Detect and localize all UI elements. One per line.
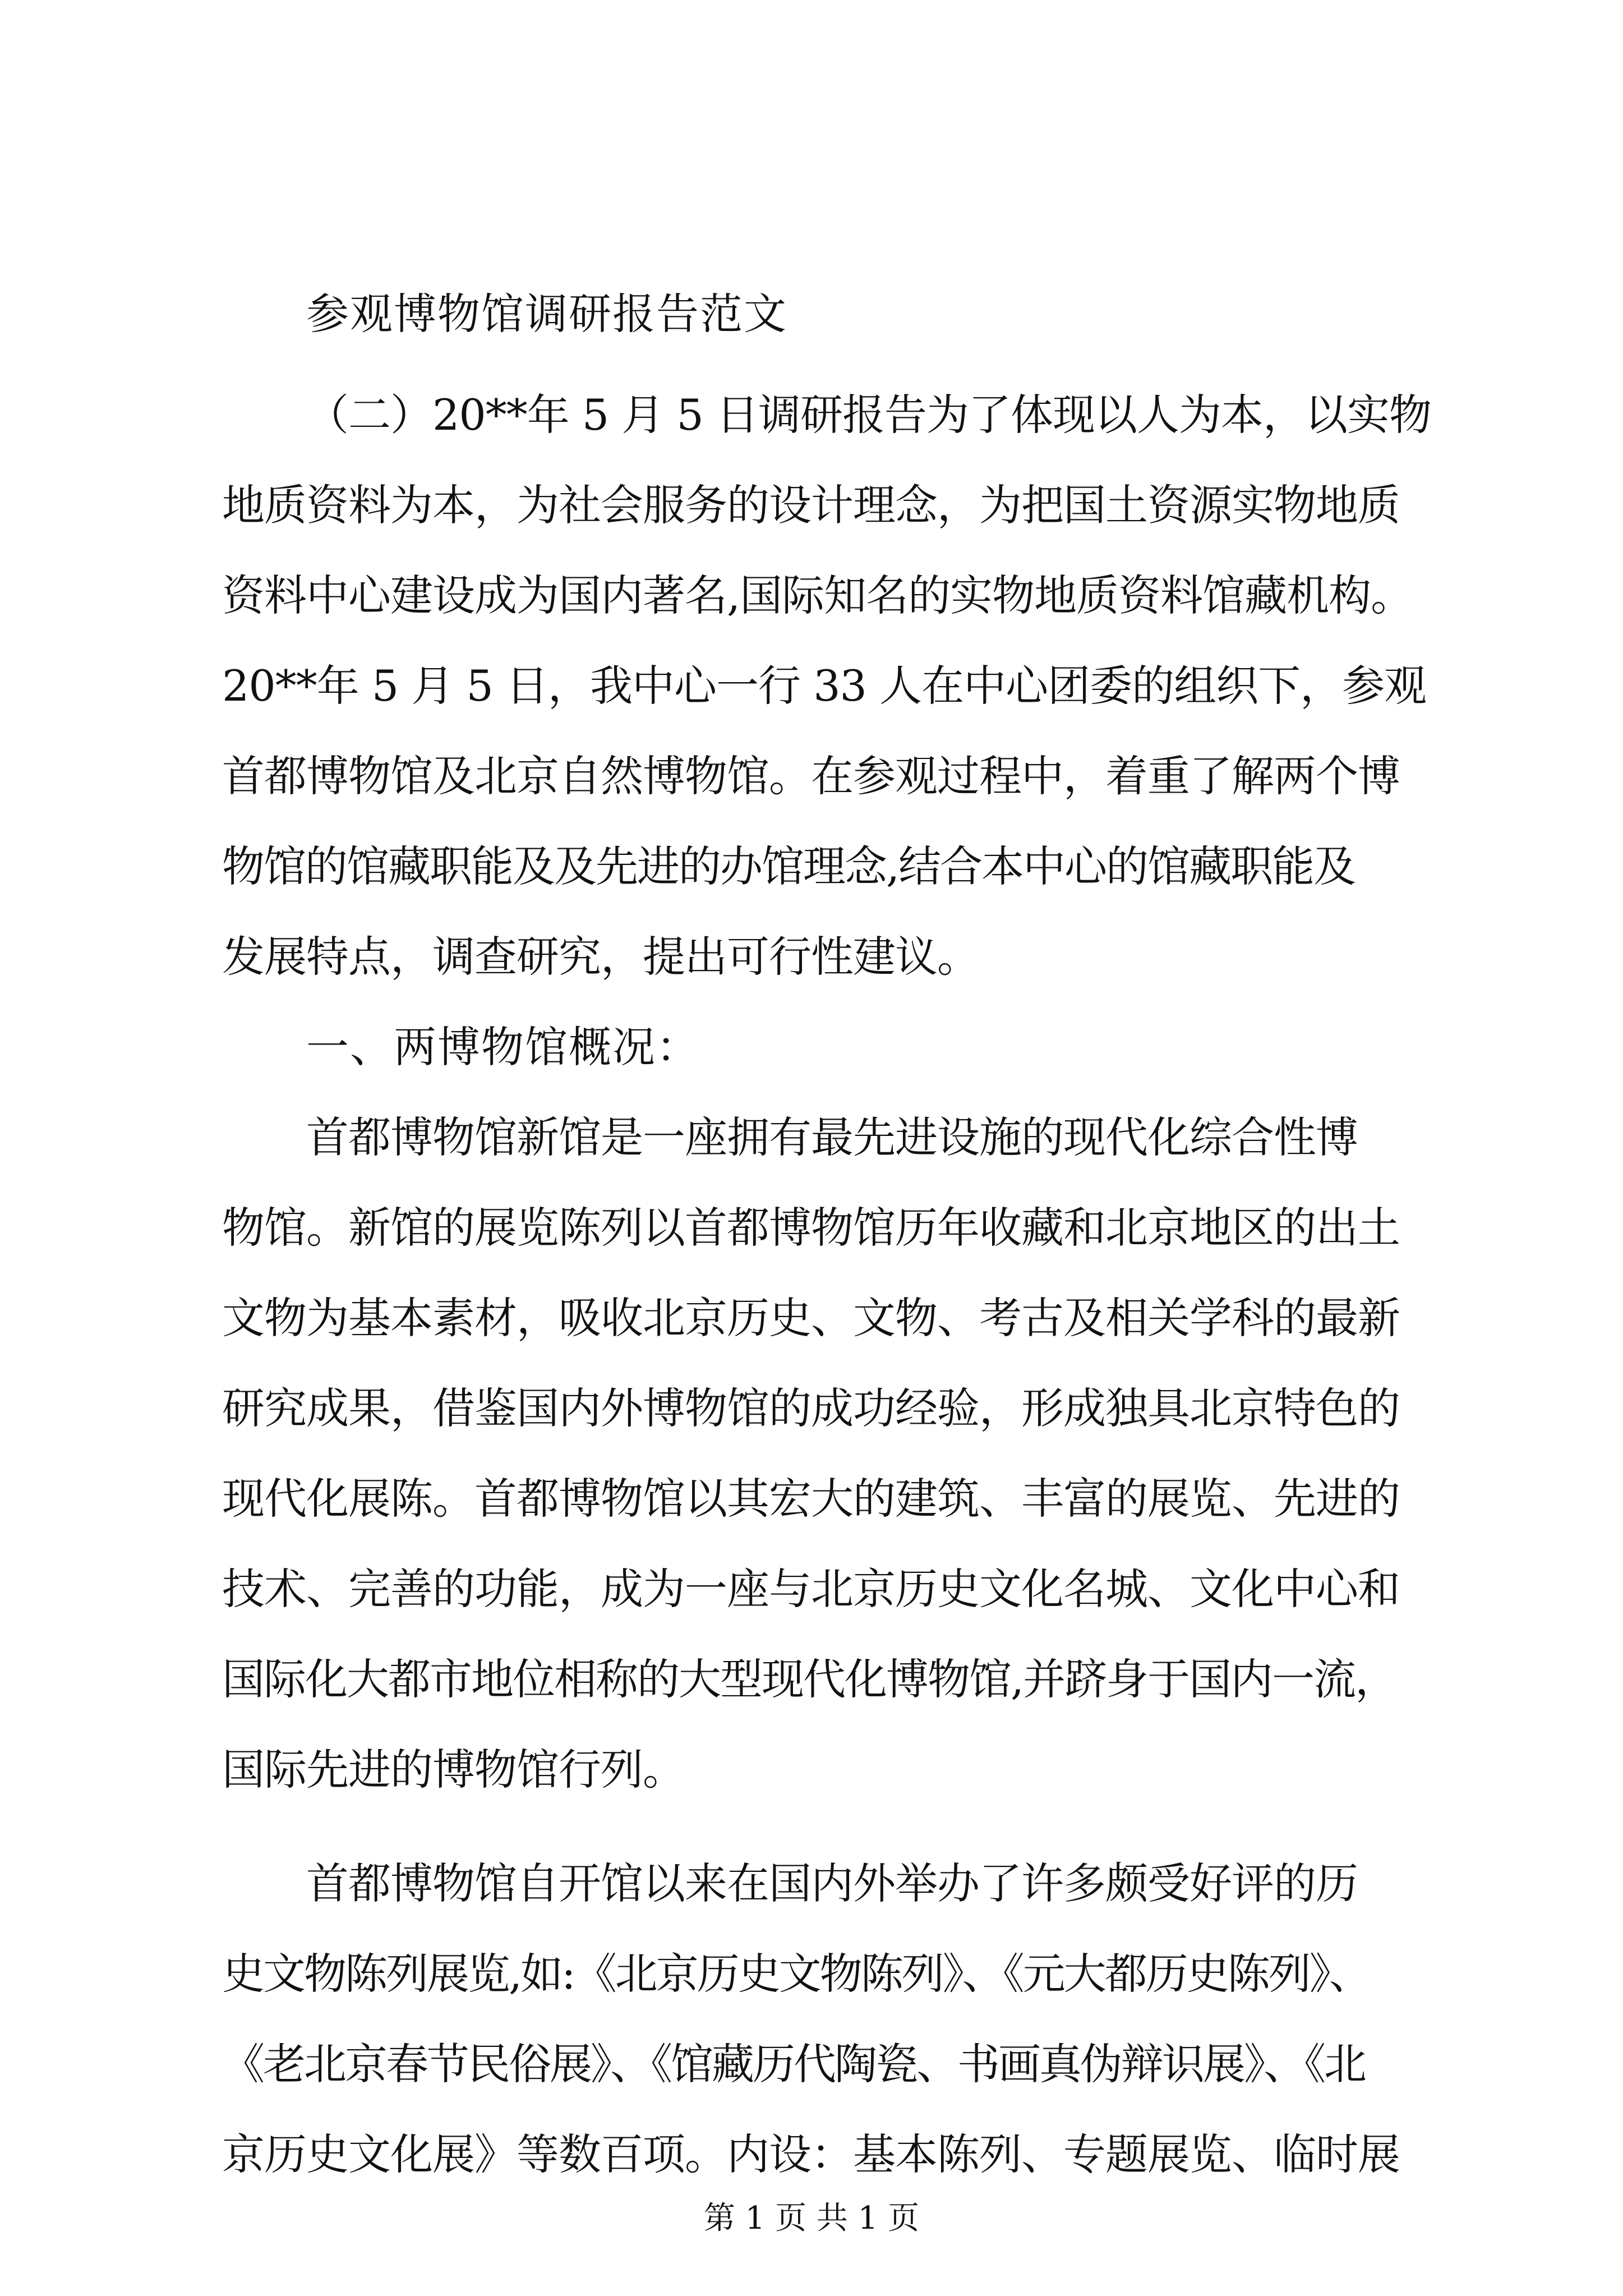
section-heading-text: 一、两博物馆概况：: [306, 1022, 700, 1072]
text-line: [0, 1282, 1623, 1355]
page-footer: [0, 2196, 1623, 2241]
text-line: [0, 1462, 1623, 1535]
text-line: [0, 2028, 1623, 2101]
line-text: 20**年 5 月 5 日，我中心一行 33 人在中心团委的组织下，参观: [222, 661, 1427, 711]
line-text: 首都博物馆新馆是一座拥有最先进设施的现代化综合性博: [306, 1112, 1358, 1162]
text-line: [0, 559, 1623, 632]
line-text: 资料中心建设成为国内著名,国际知名的实物地质资料馆藏机构。: [222, 570, 1413, 620]
line-text: 国际化大都市地位相称的大型现代化博物馆,并跻身于国内一流，: [222, 1654, 1397, 1704]
text-line: [0, 1643, 1623, 1716]
text-line: [0, 1553, 1623, 1626]
line-text: 物馆。新馆的展览陈列以首都博物馆历年收藏和北京地区的出土: [222, 1203, 1400, 1253]
text-line: [0, 830, 1623, 903]
text-line: [0, 1191, 1623, 1264]
text-line: [0, 379, 1623, 452]
line-text: 首都博物馆自开馆以来在国内外举办了许多颇受好评的历: [306, 1858, 1358, 1908]
line-text: 研究成果，借鉴国内外博物馆的成功经验，形成独具北京特色的: [222, 1383, 1400, 1433]
text-line: [0, 2118, 1623, 2191]
line-text: 发展特点，调查研究，提出可行性建议。: [222, 932, 979, 982]
text-line: [0, 921, 1623, 993]
page-number: 第 1 页 共 1 页: [703, 2200, 920, 2237]
line-text: 现代化展陈。首都博物馆以其宏大的建筑、丰富的展览、先进的: [222, 1474, 1400, 1524]
text-line: [0, 1372, 1623, 1445]
line-text: 地质资料为本，为社会服务的设计理念，为把国土资源实物地质: [222, 480, 1400, 530]
line-text: 《老北京春节民俗展》、《馆藏历代陶瓷、书画真伪辩识展》、《北: [222, 2039, 1365, 2089]
line-text: （二）20**年 5 月 5 日调研报告为了体现以人为本，以实物: [306, 390, 1432, 440]
line-text: 文物为基本素材，吸收北京历史、文物、考古及相关学科的最新: [222, 1293, 1400, 1343]
text-line: [0, 650, 1623, 723]
line-text: 技术、完善的功能，成为一座与北京历史文化名城、文化中心和: [222, 1564, 1400, 1614]
text-line: [0, 469, 1623, 542]
text-line: [0, 1938, 1623, 2010]
text-line: [0, 740, 1623, 813]
line-text: 京历史文化展》等数百项。内设：基本陈列、专题展览、临时展: [222, 2129, 1400, 2179]
line-text: 史文物陈列展览,如:《北京历史文物陈列》、《元大都历史陈列》、: [222, 1949, 1370, 1999]
line-text: 物馆的馆藏职能及及先进的办馆理念,结合本中心的馆藏职能及: [222, 841, 1355, 891]
section-heading: [0, 1011, 1623, 1084]
document-title: [0, 278, 1623, 351]
line-text: 首都博物馆及北京自然博物馆。在参观过程中，着重了解两个博: [222, 751, 1400, 801]
text-line: [0, 1101, 1623, 1174]
text-line: [0, 1733, 1623, 1806]
text-line: [0, 1847, 1623, 1920]
line-text: 国际先进的博物馆行列。: [222, 1745, 685, 1795]
title-text: 参观博物馆调研报告范文: [306, 289, 787, 339]
